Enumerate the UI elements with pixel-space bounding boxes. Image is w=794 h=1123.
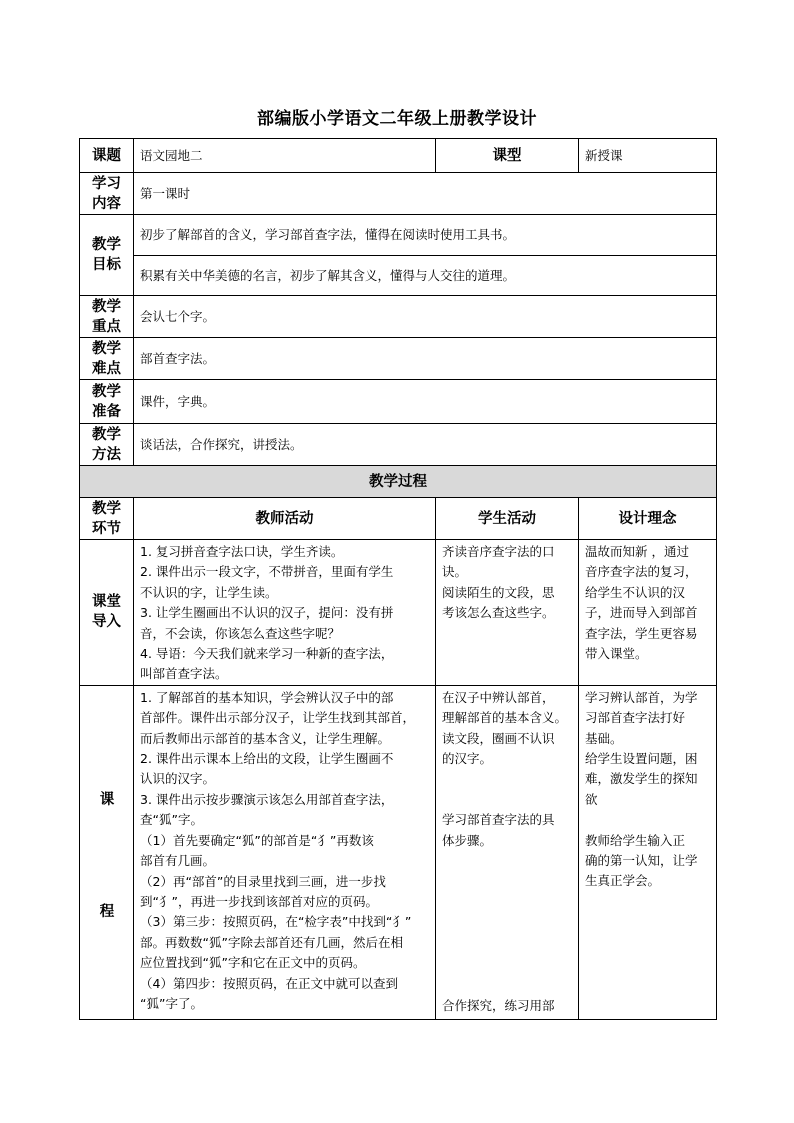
method-value: 谈话法，合作探究，讲授法。: [134, 424, 717, 466]
content-row: [80, 173, 717, 215]
lesson-stage-label: [80, 685, 134, 1019]
lesson-teacher-line: 部。再数数“狐”字除去部首还有几画，然后在相: [140, 934, 403, 950]
lesson-design-line: 学习辨认部首，为学: [585, 689, 698, 705]
lesson-teacher-line: 3. 课件出示按步骤演示该怎么用部首查字法，: [140, 791, 394, 807]
intro-student-line: 齐读音序查字法的口: [442, 544, 555, 559]
lesson-teacher-line: （4）第四步：按照页码，在正文中就可以查到: [140, 975, 398, 991]
lesson-teacher-line: 1. 了解部首的基本知识，学会辨认汉子中的部: [140, 689, 394, 705]
method-label: 教学 方法: [80, 424, 134, 466]
process-header-row: [80, 498, 717, 540]
intro-design-line: 子，进而导入到部首: [585, 605, 698, 621]
content-value: 第一课时: [134, 173, 717, 215]
lesson-design-line: 习部首查字法打好: [585, 710, 686, 726]
intro-design-idea: [579, 540, 717, 686]
document-title: 部编版小学语文二年级上册教学设计: [257, 109, 537, 129]
lesson-stage-label-top: 课: [99, 791, 115, 808]
lesson-design-idea: [579, 685, 717, 1019]
difficulty-row: [80, 338, 717, 380]
intro-teacher-line: 音，不会读，你该怎么查这些字呢？: [140, 625, 341, 641]
lesson-design-line: 确的第一认知，让学: [585, 853, 698, 869]
intro-teacher-activity: [134, 540, 436, 686]
lesson-design-line: 给学生设置问题，困: [585, 751, 698, 767]
lesson-student-line: 体步骤。: [442, 832, 493, 848]
lesson-teacher-line: 认识的汉字。: [140, 771, 216, 787]
intro-student-line: 阅读陌生的文段，思: [442, 584, 555, 600]
type-label: 课型: [436, 139, 579, 173]
lesson-plan-table: [79, 138, 717, 1020]
intro-design-line: 温故而知新 ，通过: [585, 544, 689, 559]
preparation-row: [80, 380, 717, 424]
lesson-student-line: 学习部首查字法的具: [442, 812, 555, 828]
lesson-teacher-line: 到“犭”，再进一步找到该部首对应的页码。: [140, 893, 378, 909]
teacher-column-header: 教师活动: [134, 498, 436, 540]
lesson-student-activity: [436, 685, 579, 1019]
design-column-header: 设计理念: [579, 498, 717, 540]
lesson-teacher-line: （3）第三步：按照页码，在“检字表”中找到“犭”: [140, 914, 412, 930]
difficulty-label: 教学 难点: [80, 338, 134, 380]
lesson-stage-label-bottom: 程: [99, 903, 115, 920]
process-band-row: [80, 466, 717, 498]
lesson-student-cooperate: 合作探究，练习用部: [442, 997, 555, 1013]
intro-student-line: 诀。: [442, 564, 468, 580]
goal-row-2: [80, 256, 717, 296]
intro-teacher-line: 叫部首查字法。: [140, 666, 228, 682]
topic-value: 语文园地二: [134, 139, 436, 173]
intro-row: [80, 540, 717, 686]
content-label: 学习 内容: [80, 173, 134, 215]
lesson-student-line: 理解部首的基本含义。: [442, 710, 568, 726]
lesson-teacher-line: 首部件。课件出示部分汉子，让学生找到其部首，: [140, 710, 416, 726]
intro-teacher-line: 3. 让学生圈画出不认识的汉子，提问：没有拼: [140, 605, 394, 621]
lesson-teacher-line: 查“狐”字。: [140, 812, 203, 828]
lesson-teacher-line: 应位置找到“狐”字和它在正文中的页码。: [140, 955, 366, 971]
lesson-student-line: 的汉字。: [442, 751, 493, 767]
student-column-header: 学生活动: [436, 498, 579, 540]
intro-design-line: 音序查字法的复习，: [585, 564, 698, 580]
key-label: 教学 重点: [80, 296, 134, 338]
intro-design-line: 给学生不认识的汉: [585, 584, 686, 600]
lesson-teacher-line: 2. 课件出示课本上给出的文段，让学生圈画不: [140, 751, 394, 767]
lesson-teacher-line: 部首有几画。: [140, 853, 216, 869]
intro-student-activity: [436, 540, 579, 686]
goal-row-1: [80, 215, 717, 256]
difficulty-value: 部首查字法。: [134, 338, 717, 380]
goal-2: 积累有关中华美德的名言，初步了解其含义，懂得与人交往的道理。: [134, 256, 717, 296]
process-band: 教学过程: [80, 466, 717, 498]
lesson-student-line: 读文段，圈画不认识: [442, 730, 555, 746]
lesson-row: [80, 685, 717, 1019]
topic-row: [80, 139, 717, 173]
key-row: [80, 296, 717, 338]
key-value: 会认七个字。: [134, 296, 717, 338]
lesson-student-line: 在汉子中辨认部首，: [442, 689, 555, 705]
preparation-label: 教学 准备: [80, 380, 134, 424]
type-value: 新授课: [579, 139, 717, 173]
goal-1: 初步了解部首的含义，学习部首查字法，懂得在阅读时使用工具书。: [134, 215, 717, 256]
preparation-value: 课件，字典。: [134, 380, 717, 424]
stage-column-header: 教学 环节: [80, 498, 134, 540]
method-row: [80, 424, 717, 466]
intro-design-line: 查字法，学生更容易: [585, 625, 698, 641]
intro-design-line: 带入课堂。: [585, 646, 648, 662]
lesson-teacher-line: 而后教师出示部首的基本含义，让学生理解。: [140, 730, 391, 746]
goal-label: 教学 目标: [80, 215, 134, 296]
lesson-design-line: 难，激发学生的探知: [585, 771, 698, 787]
lesson-design-line: 欲: [585, 791, 598, 807]
lesson-teacher-line: （2）再“部首”的目录里找到三画，进一步找: [140, 873, 386, 889]
topic-label: 课题: [80, 139, 134, 173]
intro-stage-label: 课堂 导入: [80, 540, 134, 686]
lesson-teacher-line: “狐”字了。: [140, 995, 203, 1011]
lesson-design-line: 生真正学会。: [585, 873, 661, 889]
lesson-design-line: 教师给学生输入正: [585, 832, 686, 848]
lesson-design-line: 基础。: [585, 730, 623, 746]
intro-teacher-line: 1. 复习拼音查字法口诀，学生齐读。: [140, 544, 344, 559]
intro-teacher-line: 4. 导语：今天我们就来学习一种新的查字法，: [140, 646, 394, 662]
intro-teacher-line: 不认识的字，让学生读。: [140, 584, 278, 600]
intro-teacher-line: 2. 课件出示一段文字，不带拼音，里面有学生: [140, 564, 394, 580]
intro-student-line: 考该怎么查这些字。: [442, 605, 555, 621]
lesson-teacher-line: （1）首先要确定“狐”的部首是“犭”再数该: [140, 832, 374, 848]
lesson-teacher-activity: [134, 685, 436, 1019]
